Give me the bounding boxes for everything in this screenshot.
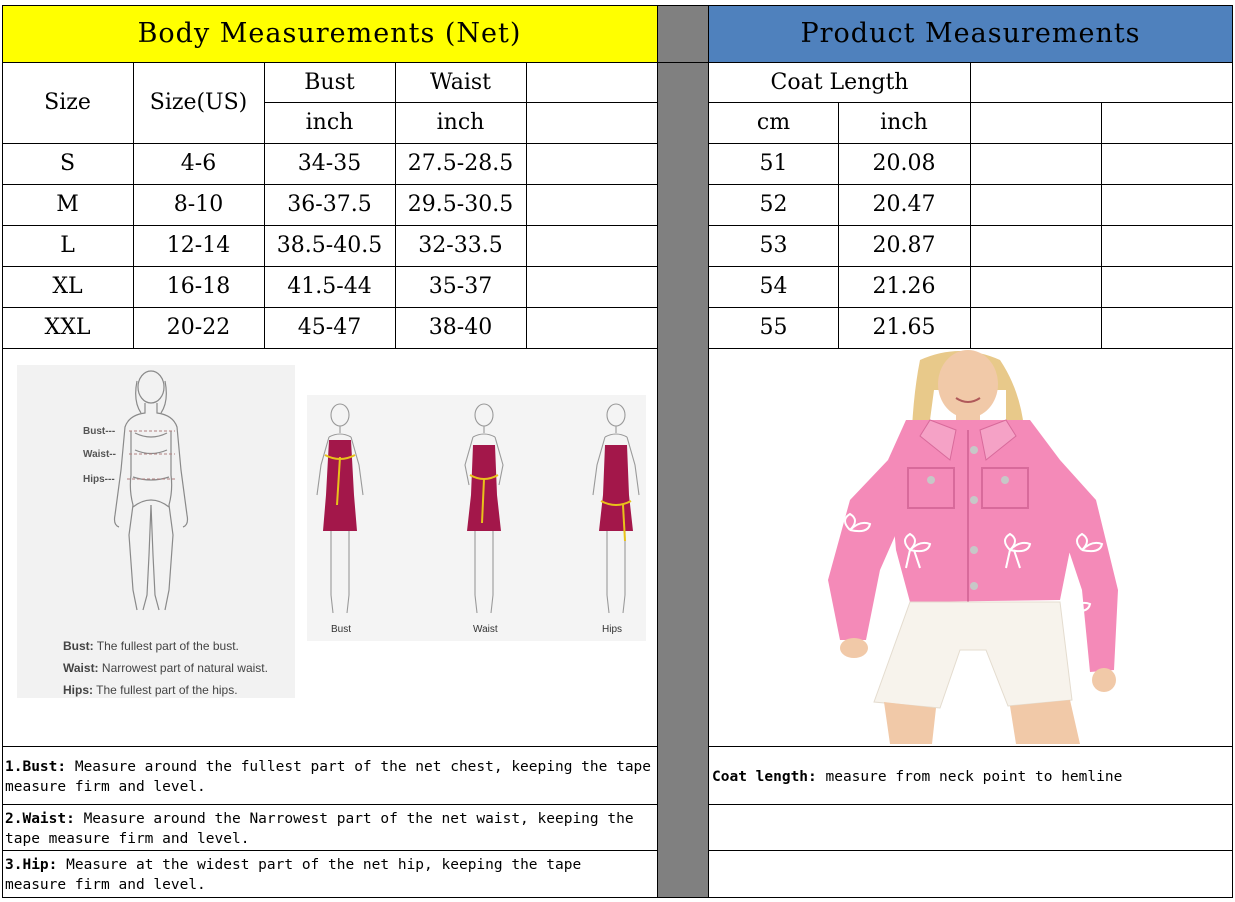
row-bust: 45-47 <box>297 315 362 340</box>
caption-hips: Hips <box>602 624 623 635</box>
col-size-header: Size <box>44 90 91 115</box>
row-size: XXL <box>44 315 91 340</box>
note-bust-term: 1.Bust: <box>5 759 67 775</box>
row-size: XL <box>52 274 83 299</box>
dress-figures <box>307 395 646 641</box>
legend-waist <box>63 661 268 675</box>
caption-bust: Bust <box>331 624 352 635</box>
row-us: 12-14 <box>166 233 231 258</box>
unit-inch: inch <box>880 110 928 135</box>
row-inch: 20.08 <box>872 151 936 176</box>
row-inch: 21.65 <box>872 315 936 340</box>
row-inch: 20.87 <box>872 233 936 258</box>
legend-bust <box>63 639 239 653</box>
note-waist-text: Measure around the Narrowest part of the net waist, keeping the tape measure firm and level. <box>5 811 634 847</box>
row-us: 20-22 <box>166 315 231 340</box>
row-waist: 29.5-30.5 <box>407 192 514 217</box>
row-us: 16-18 <box>166 274 231 299</box>
row-us: 4-6 <box>180 151 217 176</box>
row-size: M <box>56 192 79 217</box>
product-header-title: Product Measurements <box>800 18 1141 49</box>
legend-hips <box>63 683 238 697</box>
note-hip <box>2 855 622 895</box>
col-bust-header: Bust <box>304 69 355 95</box>
row-bust: 34-35 <box>297 151 362 176</box>
legend-hips-text: The fullest part of the hips. <box>96 683 238 697</box>
col-coat-length-header: Coat Length <box>770 69 909 95</box>
legend-bust-text: The fullest part of the bust. <box>96 639 239 653</box>
row-waist: 38-40 <box>428 315 493 340</box>
note-hip-text: Measure at the widest part of the net hip, keeping the tape measure firm and level. <box>5 857 582 893</box>
caption-waist: Waist <box>473 624 498 635</box>
row-us: 8-10 <box>173 192 224 217</box>
jacket-model-illustration <box>810 350 1122 744</box>
row-bust: 36-37.5 <box>287 192 372 217</box>
note-bust <box>2 757 657 797</box>
row-cm: 54 <box>759 274 788 299</box>
unit-bust: inch <box>305 110 354 135</box>
row-cm: 53 <box>759 233 788 258</box>
row-cm: 52 <box>759 192 788 217</box>
note-waist-term: 2.Waist: <box>5 811 75 827</box>
unit-waist: inch <box>436 110 485 135</box>
body-outline-figure <box>17 365 295 698</box>
note-coat-text: measure from neck point to hemline <box>816 769 1123 785</box>
row-cm: 51 <box>759 151 788 176</box>
note-waist <box>2 809 657 849</box>
unit-cm: cm <box>756 110 791 135</box>
row-waist: 32-33.5 <box>418 233 503 258</box>
note-coat-length <box>709 767 1232 787</box>
row-cm: 55 <box>759 315 788 340</box>
row-bust: 41.5-44 <box>287 274 372 299</box>
label-waist: Waist-- <box>83 449 116 460</box>
row-inch: 20.47 <box>872 192 936 217</box>
note-hip-term: 3.Hip: <box>5 857 58 873</box>
row-size: L <box>60 233 75 258</box>
divider-column <box>658 5 708 898</box>
col-size-us-header: Size(US) <box>149 90 248 115</box>
note-coat-term: Coat length: <box>712 769 817 785</box>
body-header-title: Body Measurements (Net) <box>137 18 522 49</box>
label-bust: Bust--- <box>83 426 116 437</box>
legend-hips-term: Hips: <box>63 683 93 697</box>
row-inch: 21.26 <box>872 274 936 299</box>
dress-figures-drawing <box>307 395 646 641</box>
label-hips: Hips--- <box>83 474 115 485</box>
legend-waist-term: Waist: <box>63 661 99 675</box>
col-waist-header: Waist <box>430 69 491 95</box>
legend-waist-text: Narrowest part of natural waist. <box>101 661 268 675</box>
legend-bust-term: Bust: <box>63 639 94 653</box>
row-size: S <box>59 151 76 176</box>
row-waist: 35-37 <box>428 274 493 299</box>
note-bust-text: Measure around the fullest part of the net chest, keeping the tape measure firm and level. <box>5 759 652 795</box>
row-bust: 38.5-40.5 <box>276 233 383 258</box>
product-photo <box>810 350 1122 744</box>
row-waist: 27.5-28.5 <box>407 151 514 176</box>
